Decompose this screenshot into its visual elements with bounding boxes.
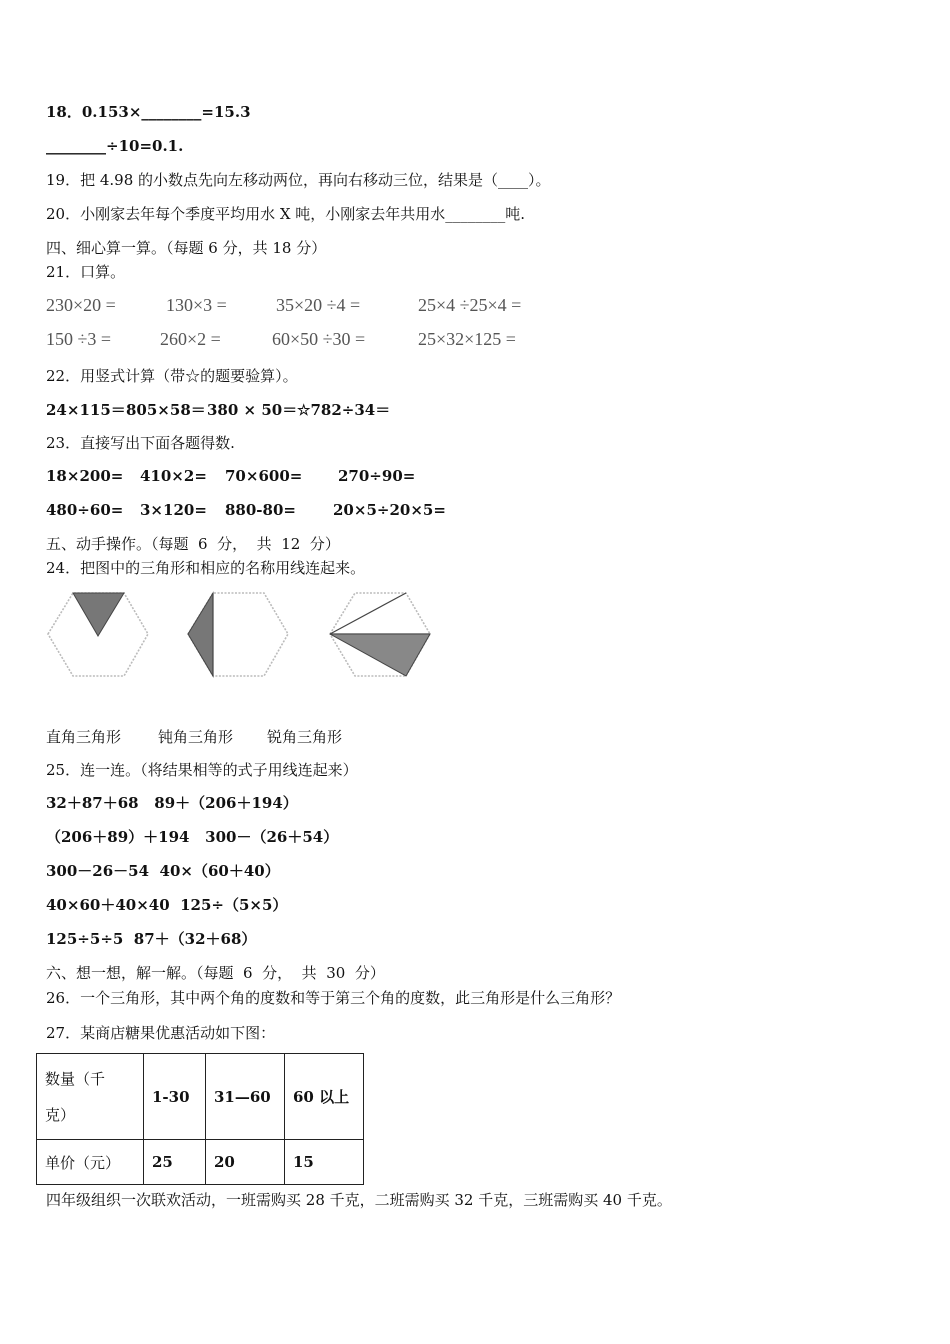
q23-item: 18×200= xyxy=(46,467,124,485)
q24-label: 钝角三角形 xyxy=(158,728,234,746)
hexagon-figure-2 xyxy=(188,593,288,676)
q21-calc: 260×2 = xyxy=(160,329,221,349)
q21-calc: 25×32×125 = xyxy=(418,329,516,349)
q25-row: 32＋87＋68 89＋（206＋194） xyxy=(46,794,298,812)
q23-item: 880-80= xyxy=(225,501,296,519)
q19: 19．把 4.98 的小数点先向左移动两位，再向右移动三位，结果是（____）。 xyxy=(46,171,551,189)
q23-item: 3×120= xyxy=(140,501,207,519)
q23-item: 270÷90= xyxy=(338,467,416,485)
table-cell: 单价（元） xyxy=(37,1140,144,1185)
q26: 26．一个三角形，其中两个角的度数和等于第三个角的度数，此三角形是什么三角形？ xyxy=(46,989,621,1007)
q18-line1: 18．0.153×________=15.3 xyxy=(46,103,251,121)
q23-item: 410×2= xyxy=(140,467,207,485)
q22-item: 24×115＝ xyxy=(46,401,126,419)
q24-label: 锐角三角形 xyxy=(267,728,343,746)
table-cell: 25 xyxy=(144,1140,206,1185)
q21-calc: 60×50 ÷30 = xyxy=(272,329,366,349)
q27-text: 四年级组织一次联欢活动，一班需购买 28 千克，二班需购买 32 千克，三班需购买 40 千克。 xyxy=(46,1191,672,1209)
q21-calc: 35×20 ÷4 = xyxy=(276,295,361,315)
q25-row: 125÷5÷5 87＋（32＋68） xyxy=(46,930,257,948)
table-cell: 20 xyxy=(206,1140,285,1185)
section-6-heading: 六、想一想，解一解。（每题 6 分， 共 30 分） xyxy=(46,964,385,982)
q24-title: 24．把图中的三角形和相应的名称用线连起来。 xyxy=(46,559,366,577)
q22-item: ☆782÷34＝ xyxy=(297,401,391,419)
q22-title: 22．用竖式计算（带☆的题要验算）。 xyxy=(46,367,298,385)
q25-row: （206＋89）＋194 300－（26＋54） xyxy=(46,828,339,846)
q25-title: 25．连一连。（将结果相等的式子用线连起来） xyxy=(46,761,358,779)
q23-item: 480÷60= xyxy=(46,501,124,519)
table-cell: 15 xyxy=(285,1140,364,1185)
table-cell-text: 克） xyxy=(45,1105,76,1124)
q22-item: 805×58＝ xyxy=(126,401,206,419)
table-cell: 1-30 xyxy=(144,1054,206,1140)
hexagon-figure-1 xyxy=(48,593,148,676)
q23-item: 70×600= xyxy=(225,467,303,485)
table-row xyxy=(37,1140,364,1185)
q23-item: 20×5÷20×5= xyxy=(333,501,446,519)
q18-line2: ________÷10=0.1. xyxy=(46,137,184,155)
q25-row: 40×60＋40×40 125÷（5×5） xyxy=(46,896,288,914)
q20: 20．小刚家去年每个季度平均用水 X 吨，小刚家去年共用水________吨. xyxy=(46,205,526,223)
q21-calc: 230×20 = xyxy=(46,295,116,315)
q21-calc: 130×3 = xyxy=(166,295,227,315)
q24-label: 直角三角形 xyxy=(46,728,122,746)
q24-hexagon-figures xyxy=(40,586,440,686)
table-cell: 31—60 xyxy=(206,1054,285,1140)
section-4-heading: 四、细心算一算。（每题 6 分，共 18 分） xyxy=(46,239,327,257)
q21-title: 21．口算。 xyxy=(46,263,126,281)
table-cell: 60 以上 xyxy=(285,1054,364,1140)
q21-calc: 150 ÷3 = xyxy=(46,329,112,349)
table-cell-text: 数量（千 xyxy=(45,1069,106,1088)
q22-item: 380 × 50＝ xyxy=(207,401,298,419)
q23-title: 23．直接写出下面各题得数. xyxy=(46,434,235,452)
hexagon-figure-3 xyxy=(330,593,430,676)
table-cell xyxy=(37,1054,144,1140)
q27-title: 27．某商店糖果优惠活动如下图： xyxy=(46,1024,276,1042)
section-5-heading: 五、动手操作。（每题 6 分， 共 12 分） xyxy=(46,535,340,553)
q25-row: 300－26－54 40×（60＋40） xyxy=(46,862,280,880)
q21-calc: 25×4 ÷25×4 = xyxy=(418,295,522,315)
table-row xyxy=(37,1054,364,1140)
q27-price-table xyxy=(36,1053,364,1185)
